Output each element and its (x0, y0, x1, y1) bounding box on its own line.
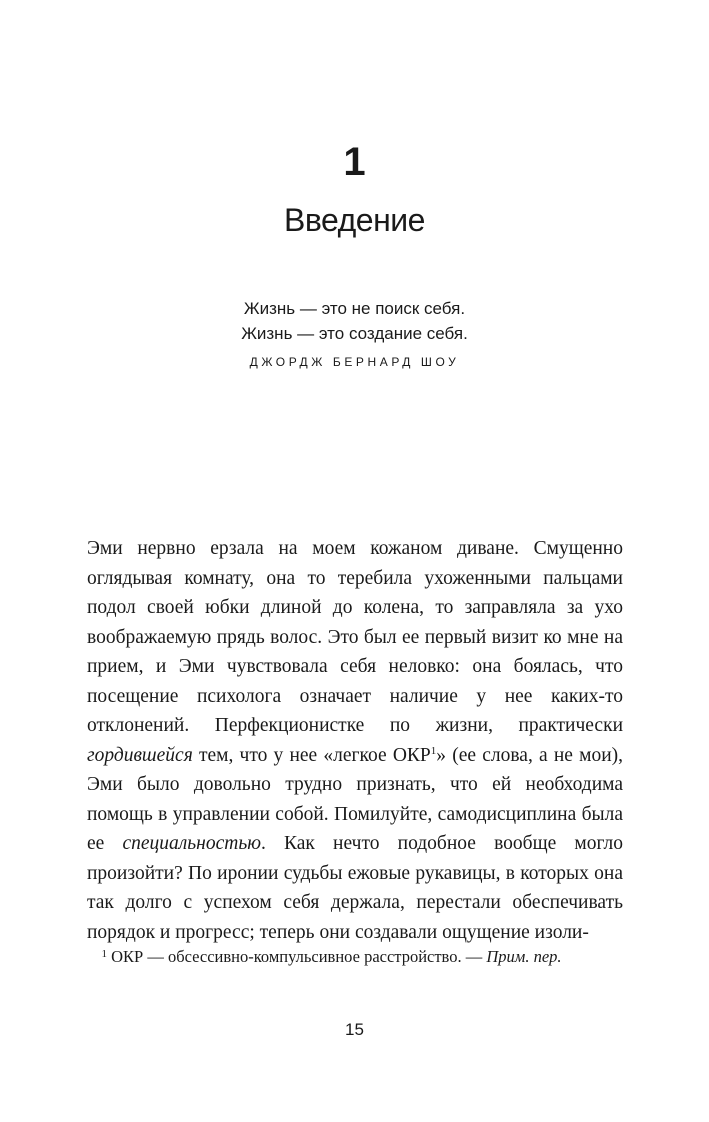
footnote-text: ОКР — обсессивно-компульсивное расстройство. — (111, 947, 487, 966)
page-number: 15 (345, 1020, 364, 1039)
epigraph-line-2: Жизнь — это создание себя. (241, 324, 468, 343)
footnote: 1 ОКР — обсессивно-компульсивное расстройство. — Прим. пер. (101, 947, 562, 966)
footnote-note: Прим. пер. (486, 947, 562, 966)
chapter-number: 1 (343, 140, 366, 184)
chapter-title: Введение (284, 202, 425, 238)
epigraph (0, 296, 709, 372)
body-text-part: тем, что у нее «легкое ОКР (192, 744, 431, 766)
body-text-part: » (ее слова, а не мои), Эми было довольно трудно признать, что ей необходима помощь в управлении собой. Помилуйте, самодисциплина была ее (87, 744, 623, 854)
body-text-part: Эми нервно ерзала на моем кожаном диване. Смущенно оглядывая комнату, она то теребила ухоженными пальцами подол своей юбки длиной до колена, то заправляла за ухо воображаемую прядь волос. Это был ее первый визит ко мне на прием, и Эми чувствовала себя неловко: она боялась, что посещение психолога означает наличие у нее каких-то отклонений. Перфекционистке по жизни, практически (87, 538, 623, 736)
body-italic-word: специальностью (122, 833, 261, 854)
footnote-reference: 1 (430, 744, 437, 757)
body-italic-word: гордившейся (87, 744, 193, 766)
epigraph-author: ДЖОРДЖ БЕРНАРД ШОУ (249, 355, 460, 369)
epigraph-line-1: Жизнь — это не поиск себя. (243, 299, 466, 318)
body-paragraph (87, 534, 623, 947)
body-text-part: . Как нечто подобное вообще могло произойти? По иронии судьбы ежовые рукавицы, в которых она так долго с успехом себя держала, перестали обеспечивать порядок и прогресс; теперь они создавали ощущение изоли- (87, 833, 623, 943)
